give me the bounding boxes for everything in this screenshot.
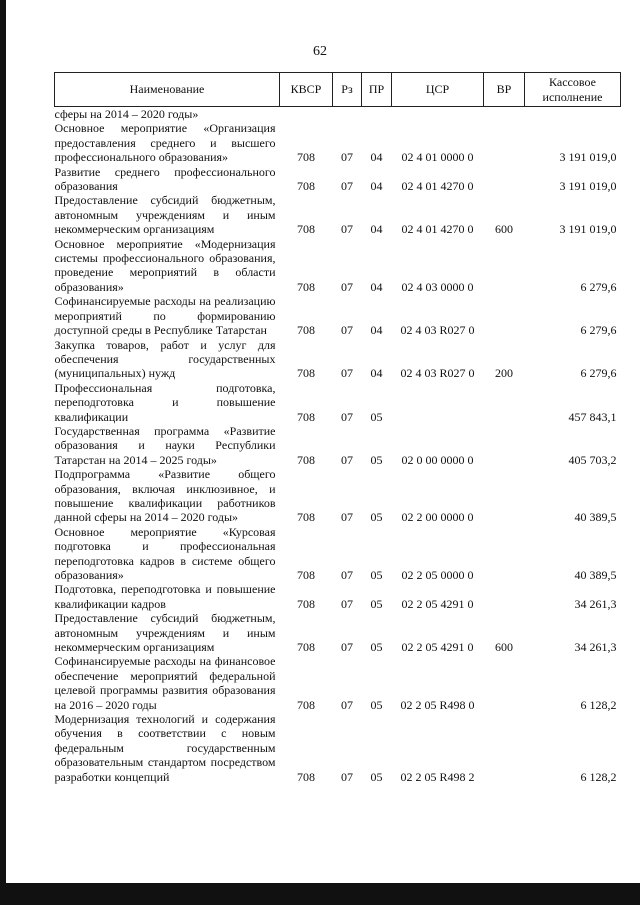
row-amount: 3 191 019,0 xyxy=(559,179,617,194)
row-csr: 02 4 01 4270 0 xyxy=(401,222,474,237)
table-row xyxy=(55,165,621,194)
row-pr: 05 xyxy=(370,409,383,424)
scan-edge-bottom xyxy=(0,883,640,905)
row-kvsr: 708 xyxy=(297,323,315,338)
row-kvsr: 708 xyxy=(297,697,315,712)
row-amount: 6 128,2 xyxy=(580,697,617,712)
row-vr xyxy=(484,237,525,295)
row-kvsr: 708 xyxy=(297,409,315,424)
header-rz: Рз xyxy=(333,73,362,107)
row-kvsr: 708 xyxy=(297,279,315,294)
row-kvsr: 708 xyxy=(297,179,315,194)
header-csr: ЦСР xyxy=(392,73,484,107)
row-vr xyxy=(484,121,525,164)
row-name: Основное мероприятие «Модернизация системы профессионального образования, проведение мероприятий в области образования» xyxy=(54,236,276,294)
row-amount: 40 389,5 xyxy=(574,510,617,525)
row-amount: 3 191 019,0 xyxy=(559,222,617,237)
row-kvsr: 708 xyxy=(297,568,315,582)
row-rz: 07 xyxy=(341,452,353,467)
row-rz: 07 xyxy=(341,366,353,381)
table-row xyxy=(55,193,621,236)
row-csr: 02 2 05 4291 0 xyxy=(401,640,474,655)
table-row xyxy=(55,611,621,654)
row-kvsr: 708 xyxy=(297,366,315,381)
row-rz: 07 xyxy=(341,409,353,424)
row-csr: 02 2 05 R498 2 xyxy=(400,769,475,784)
row-vr xyxy=(484,712,525,784)
row-vr: 600 xyxy=(495,222,513,237)
row-pr: 05 xyxy=(370,697,383,712)
row-amount: 6 279,6 xyxy=(580,323,617,338)
row-pr: 04 xyxy=(370,222,383,237)
row-amount: 34 261,3 xyxy=(574,596,617,611)
row-rz: 07 xyxy=(341,769,353,784)
row-csr: 02 4 03 R027 0 xyxy=(400,366,475,381)
table-row xyxy=(55,237,621,295)
row-rz: 07 xyxy=(341,323,353,338)
row-kvsr: 708 xyxy=(297,510,315,525)
row-amount: 40 389,5 xyxy=(574,568,617,582)
row-vr xyxy=(484,294,525,337)
row-kvsr: 708 xyxy=(297,150,315,165)
row-name: Основное мероприятие «Организация предоставления среднего и высшего профессионального образования» xyxy=(54,121,276,165)
row-pr: 05 xyxy=(370,640,383,655)
row-rz: 07 xyxy=(341,596,353,611)
table-row xyxy=(55,525,621,583)
row-amount: 405 703,2 xyxy=(568,452,617,467)
table-row xyxy=(55,381,621,424)
row-vr: 200 xyxy=(495,366,513,381)
row-csr: 02 2 05 R498 0 xyxy=(400,697,475,712)
row-csr: 02 2 05 0000 0 xyxy=(401,568,474,582)
page-number: 62 xyxy=(313,44,327,59)
continuation-row xyxy=(55,107,621,122)
row-rz: 07 xyxy=(341,179,353,194)
header-kvsr: КВСР xyxy=(280,73,333,107)
row-pr: 04 xyxy=(370,150,383,165)
continuation-text: сферы на 2014 – 2020 годы» xyxy=(54,107,199,121)
row-csr: 02 4 01 0000 0 xyxy=(401,150,474,165)
table-header-row xyxy=(55,73,621,107)
row-rz: 07 xyxy=(341,222,353,237)
table-row xyxy=(55,424,621,467)
row-name: Основное мероприятие «Курсовая подготовка и профессиональная переподготовка кадров в системе общего образования» xyxy=(54,524,276,582)
row-pr: 05 xyxy=(370,452,383,467)
row-pr: 05 xyxy=(370,510,383,525)
row-vr xyxy=(484,381,525,424)
row-name: Государственная программа «Развитие образования и науки Республики Татарстан на 2014 – 2025 годы» xyxy=(54,423,276,467)
row-name: Предоставление субсидий бюджетным, автономным учреждениям и иным некоммерческим организациям xyxy=(54,193,276,237)
scan-edge-left xyxy=(0,0,6,905)
budget-table xyxy=(54,72,621,784)
row-name: Предоставление субсидий бюджетным, автономным учреждениям и иным некоммерческим организациям xyxy=(54,611,276,655)
row-kvsr: 708 xyxy=(297,769,315,784)
row-csr: 02 4 03 0000 0 xyxy=(401,279,474,294)
header-name: Наименование xyxy=(55,73,280,107)
row-name: Подпрограмма «Развитие общего образования, включая инклюзивное, и повышение квалификации работников данной сферы на 2014 – 2020 годы» xyxy=(54,467,276,525)
row-vr xyxy=(484,165,525,194)
row-pr: 04 xyxy=(370,179,383,194)
row-name: Профессиональная подготовка, переподготовка и повышение квалификации xyxy=(54,380,276,424)
row-vr xyxy=(484,654,525,712)
row-name: Софинансируемые расходы на финансовое обеспечение мероприятий федеральной целевой программы развития образования на 2016 – 2020 годы xyxy=(54,654,276,712)
row-amount: 34 261,3 xyxy=(574,640,617,655)
table-row xyxy=(55,654,621,712)
row-pr: 04 xyxy=(370,366,383,381)
row-name: Подготовка, переподготовка и повышение квалификации кадров xyxy=(54,582,276,611)
row-name: Модернизация технологий и содержания обучения в соответствии с новым федеральным государственным образовательным стандартом посредством разработки концепций xyxy=(54,712,276,784)
row-pr: 05 xyxy=(370,596,383,611)
row-csr: 02 2 00 0000 0 xyxy=(401,510,474,525)
header-pr: ПР xyxy=(362,73,392,107)
row-kvsr: 708 xyxy=(297,452,315,467)
table-row xyxy=(55,338,621,381)
table-row xyxy=(55,582,621,611)
table-row xyxy=(55,294,621,337)
header-amount: Кассовое исполнение xyxy=(525,73,621,107)
row-name: Закупка товаров, работ и услуг для обеспечения государственных (муниципальных) нужд xyxy=(54,337,276,381)
row-vr xyxy=(484,467,525,525)
row-pr: 05 xyxy=(370,568,383,582)
row-kvsr: 708 xyxy=(297,222,315,237)
row-name: Софинансируемые расходы на реализацию мероприятий по формированию доступной среды в Республике Татарстан xyxy=(54,294,276,338)
row-kvsr: 708 xyxy=(297,640,315,655)
row-vr xyxy=(484,582,525,611)
table-row xyxy=(55,121,621,164)
table-row xyxy=(55,467,621,525)
row-rz: 07 xyxy=(341,568,353,582)
row-pr: 04 xyxy=(370,323,383,338)
row-amount: 457 843,1 xyxy=(568,409,617,424)
row-csr: 02 4 03 R027 0 xyxy=(400,323,475,338)
row-name: Развитие среднего профессионального образования xyxy=(54,164,276,194)
row-rz: 07 xyxy=(341,697,353,712)
row-rz: 07 xyxy=(341,510,353,525)
row-kvsr: 708 xyxy=(297,596,315,611)
row-amount: 3 191 019,0 xyxy=(559,150,617,165)
row-csr: 02 4 01 4270 0 xyxy=(401,179,474,194)
row-amount: 6 279,6 xyxy=(580,366,617,381)
row-vr: 600 xyxy=(495,640,513,655)
table-row xyxy=(55,712,621,784)
row-csr xyxy=(392,381,484,424)
row-csr: 02 2 05 4291 0 xyxy=(401,596,474,611)
row-vr xyxy=(484,424,525,467)
row-csr: 02 0 00 0000 0 xyxy=(401,452,474,467)
row-rz: 07 xyxy=(341,640,353,655)
header-vr: ВР xyxy=(484,73,525,107)
row-amount: 6 279,6 xyxy=(580,279,617,294)
row-amount: 6 128,2 xyxy=(580,769,617,784)
row-rz: 07 xyxy=(341,279,353,294)
row-pr: 05 xyxy=(370,769,383,784)
row-rz: 07 xyxy=(341,150,353,165)
row-pr: 04 xyxy=(370,279,383,294)
row-vr xyxy=(484,525,525,583)
